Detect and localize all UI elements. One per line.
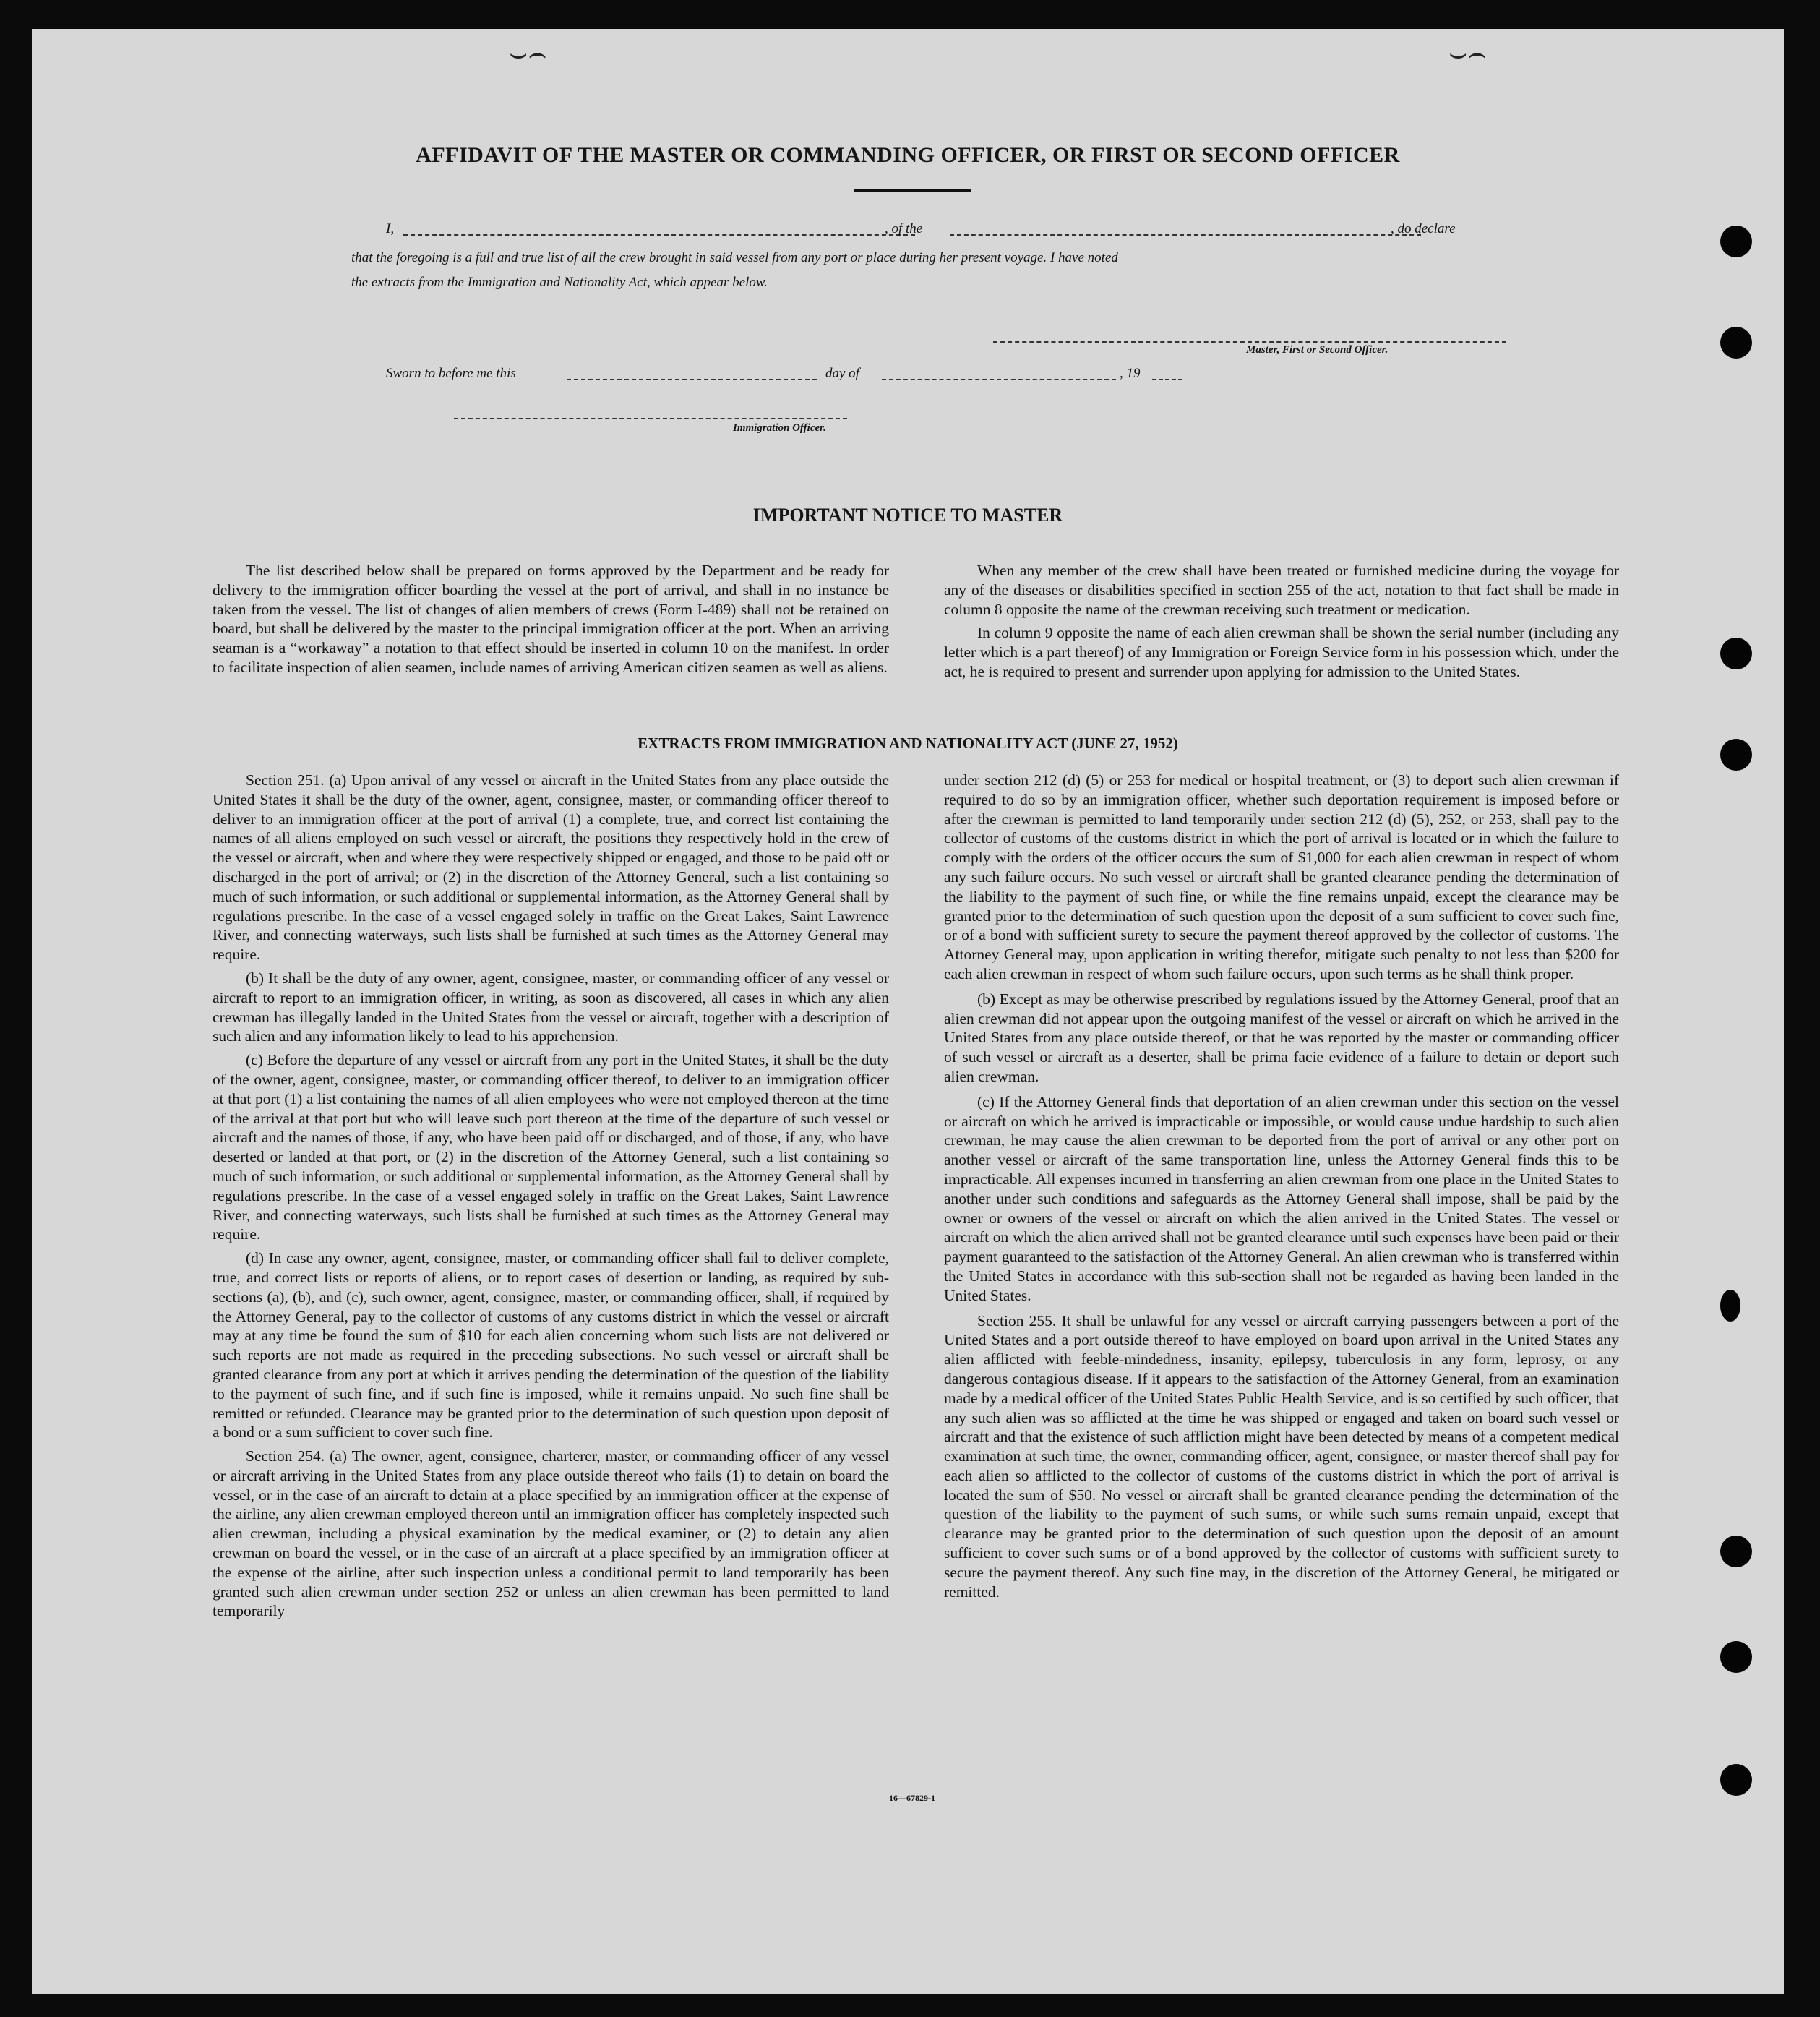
section-254-c: (c) If the Attorney General finds that deportation of an alien crewman under this section on the vessel or aircraft on which he arrived is impracticable or impossible, or would cause undue hardship to such alien crewman, he may cause the alien crewman to be deported from the port of arrival or any other port on another vessel or aircraft of the same transportation line, unless the Attorney General finds this to be impracticable. All expenses incurred in transferring an alien crewman from one place in the United States to another under such conditions and safeguards as the Attorney General shall impose, shall be paid by the owner or owners of the vessel or aircraft on which the alien arrived in the United States. The vessel or aircraft on which the alien arrived shall not be granted clearance until such expenses have been paid or their payment guaranteed to the satisfaction of the Attorney General. An alien crewman who is transferred within the United States in accordance with this sub-section shall not be regarded as having been landed in the United States.: [944, 1092, 1619, 1304]
sworn-month-blank[interactable]: [882, 379, 1116, 380]
section-254-a: Section 254. (a) The owner, agent, consignee, charterer, master, or commanding officer of any vessel or aircraft arriving in the United States from any place outside thereof who fails (1) to detain on board the vessel, or in the case of an aircraft to detain at a place specified by an immigration officer at the expense of the airline, any alien crewman employed thereon until an immigration officer has completely inspected such alien crewman, including a physical examination by the medical examiner, or (2) to detain any alien crewman on board the vessel, or in the case of an aircraft at a place specified by an immigration officer at the expense of the airline, after such inspection unless a conditional permit to land temporarily has been granted such alien crewman under section 252 or unless an alien crewman has been permitted to land temporarily: [213, 1447, 889, 1620]
sworn-day-blank[interactable]: [567, 379, 817, 380]
officer-signature-blank[interactable]: [454, 418, 847, 419]
print-code: 16—67829-1: [889, 1793, 935, 1803]
notice-left-paragraph: The list described below shall be prepared on forms approved by the Department and be ready for delivery to the immigration officer boarding the vessel at the port of arrival, and shall in no instance be taken from the vessel. The list of changes of alien members of crews (Form I-489) shall not be retained on board, but shall be delivered by the master to the principal immigration officer at the port. When an arriving seaman is a “workaway” a notation to that effect should be inserted in column 10 on the manifest. In order to facilitate inspection of alien seamen, include names of arriving American citizen seamen as well as aliens.: [213, 562, 889, 676]
sworn-year-blank[interactable]: [1152, 379, 1182, 380]
affidavit-title: AFFIDAVIT OF THE MASTER OR COMMANDING OFFICER, OR FIRST OR SECOND OFFICER: [416, 143, 1400, 167]
name-blank[interactable]: [403, 234, 915, 236]
signature-blank[interactable]: [993, 341, 1506, 343]
vessel-blank[interactable]: [950, 234, 1421, 236]
punch-hole: [1720, 226, 1752, 257]
top-mark-right: ⌣⌢: [1448, 37, 1487, 69]
declaration-line-2: the extracts from the Immigration and Nationality Act, which appear below.: [351, 275, 768, 290]
notice-right-column: [944, 561, 1619, 686]
section-251-d: (d) In case any owner, agent, consignee, master, or commanding officer shall fail to deliver complete, true, and correct lists or reports of aliens, or to report cases of desertion or landing, as required by sub-sections (a), (b), and (c), such owner, agent, consignee, master, or commanding officer, shall, if required by the Attorney General, pay to the collector of customs of any customs district in which the vessel or aircraft may at any time be found the sum of $10 for each alien concerning whom such lists are not delivered or such reports are not made as required in the preceding subsections. No such vessel or aircraft shall be granted clearance from any port at which it arrives pending the determination of the question of the liability to the payment of such fine, and if such fine is imposed, while it remains unpaid. No such fine shall be remitted or refunded. Clearance may be granted prior to the determination of such question upon deposit of a bond or a sum sufficient to cover such fine.: [213, 1249, 889, 1442]
day-of-label: day of: [825, 366, 859, 381]
declaration-line-1: that the foregoing is a full and true list of all the crew brought in said vessel from any port or place during her present voyage. I have noted: [351, 250, 1118, 265]
notice-right-paragraph-1: When any member of the crew shall have been treated or furnished medicine during the voyage for any of the diseases or disabilities specified in section 255 of the act, notation to that fact shall be made in column 8 opposite the name of the crewman receiving such treatment or medication.: [944, 562, 1619, 618]
section-251-c: (c) Before the departure of any vessel or aircraft from any port in the United States, it shall be the duty of the owner, agent, consignee, master, or commanding officer thereof, to deliver to an immigration officer at that port (1) a list containing the names of all alien employees who were not employed thereon at the time of the arrival at that port but who will leave such port thereon at the time of the departure of such vessel or aircraft and the names of those, if any, who have been paid off or discharged, and of those, if any, who have deserted or landed at that port, or (2) in the discretion of the Attorney General, such a list containing so much of such information, or such additional or supplemental information, as the Attorney General shall by regulations prescribe. In the case of a vessel engaged solely in traffic on the Great Lakes, Saint Lawrence River, and connecting waterways, such lists shall be furnished at such times as the Attorney General may require.: [213, 1051, 889, 1243]
punch-hole: [1720, 638, 1752, 669]
of-the-label: , of the: [885, 221, 923, 236]
year-label: , 19: [1120, 366, 1141, 381]
sworn-label: Sworn to before me this: [386, 366, 516, 381]
extracts-left-column: [213, 771, 889, 1625]
section-254-a-continued: under section 212 (d) (5) or 253 for medical or hospital treatment, or (3) to deport such alien crewman if required to do so by an immigration officer, whether such deportation requirement is imposed before or after the crewman is permitted to land temporarily under section 212 (d) (5), 252, or 253, shall pay to the collector of customs of the customs district in which the port of arrival is located or in which the failure to comply with the orders of the officer occurs the sum of $1,000 for each alien crewman in respect of whom any such failure occurs. No such vessel or aircraft shall be granted clearance pending the determination of the liability to the payment of such fine, or while the fine remains unpaid, except the clearance may be granted prior to the determination of such question upon the deposit of a sum sufficient to cover such fine, or of a bond with sufficient surety to secure the payment thereof approved by the collector of customs. The Attorney General may, upon application in writing therefor, mitigate such penalty to not less than $200 for each alien crewman in respect of whom such failure occurs, upon such terms as he shall think proper.: [944, 771, 1619, 982]
top-mark-left: ⌣⌢: [509, 37, 547, 69]
punch-hole: [1720, 1641, 1752, 1673]
title-rule: [854, 189, 971, 192]
punch-hole: [1720, 1536, 1752, 1567]
officer-caption: Immigration Officer.: [733, 422, 826, 434]
punch-hole: [1720, 327, 1752, 359]
section-251-a: Section 251. (a) Upon arrival of any vessel or aircraft in the United States from any place outside the United States it shall be the duty of the owner, agent, consignee, master, or commanding officer thereof to deliver to an immigration officer at the port of arrival (1) a complete, true, and correct list containing the names of all aliens employed on such vessel or aircraft, the positions they respectively hold in the crew of the vessel or aircraft, when and where they were respectively shipped or engaged, and those to be paid off or discharged in the port of arrival; or (2) in the discretion of the Attorney General, such a list containing so much of such information, or such additional or supplemental information, as the Attorney General shall by regulations prescribe. In the case of a vessel engaged solely in traffic on the Great Lakes, Saint Lawrence River, and connecting waterways, such lists shall be furnished at such times as the Attorney General may require.: [213, 771, 889, 964]
signature-caption: Master, First or Second Officer.: [1246, 344, 1388, 356]
form-page: [32, 29, 1784, 1994]
section-254-b: (b) Except as may be otherwise prescribed by regulations issued by the Attorney General, proof that an alien crewman did not appear upon the outgoing manifest of the vessel or aircraft on which he arrived in the United States from any place outside thereof, or that he was reported by the master or commanding officer of such vessel or aircraft as a deserter, shall be prima facie evidence of a failure to detain or deport such alien crewman.: [944, 990, 1619, 1085]
punch-hole: [1720, 1290, 1740, 1322]
notice-title: IMPORTANT NOTICE TO MASTER: [752, 505, 1063, 526]
do-declare-label: , do declare: [1391, 221, 1456, 236]
notice-right-paragraph-2: In column 9 opposite the name of each alien crewman shall be shown the serial number (including any letter which is a part thereof) of any Immigration or Foreign Service form in his possession which, under the act, he is required to present and surrender upon applying for admission to the United States.: [944, 624, 1619, 680]
i-label: I,: [386, 221, 395, 236]
notice-left-column: [213, 561, 889, 682]
extracts-title: EXTRACTS FROM IMMIGRATION AND NATIONALITY ACT (JUNE 27, 1952): [638, 735, 1178, 752]
extracts-right-column: [944, 771, 1619, 1607]
section-251-b: (b) It shall be the duty of any owner, agent, consignee, master, or commanding officer of any vessel or aircraft to report to an immigration officer, in writing, as soon as discovered, all cases in which any alien crewman has illegally landed in the United States from the vessel or aircraft, together with a description of such alien and any information likely to lead to his apprehension.: [213, 969, 889, 1045]
punch-hole: [1720, 1764, 1752, 1796]
section-255: Section 255. It shall be unlawful for any vessel or aircraft carrying passengers between a port of the United States and a port outside thereof to have employed on board upon arrival in the United States any alien afflicted with feeble-mindedness, insanity, epilepsy, tuberculosis in any form, leprosy, or any dangerous contagious disease. If it appears to the satisfaction of the Attorney General, from an examination made by a medical officer of the United States Public Health Service, and is so certified by such officer, that any such alien was so afflicted at the time he was shipped or engaged and taken on board such vessel or aircraft and that the existence of such affliction might have been detected by means of a competent medical examination at such time, the owner, commanding officer, agent, consignee, or master thereof shall pay for each alien so afflicted to the collector of customs of the customs district in which the port of arrival is located the sum of $50. No vessel or aircraft shall be granted clearance pending the determination of the question of the liability to the payment of such sums, or while such sums remain unpaid, except that clearance may be granted prior to the determination of such question upon the deposit of an amount sufficient to cover such sums or of a bond approved by the collector of customs with sufficient surety to secure the payment thereof. Any such fine may, in the discretion of the Attorney General, be mitigated or remitted.: [944, 1311, 1619, 1601]
punch-hole: [1720, 739, 1752, 771]
